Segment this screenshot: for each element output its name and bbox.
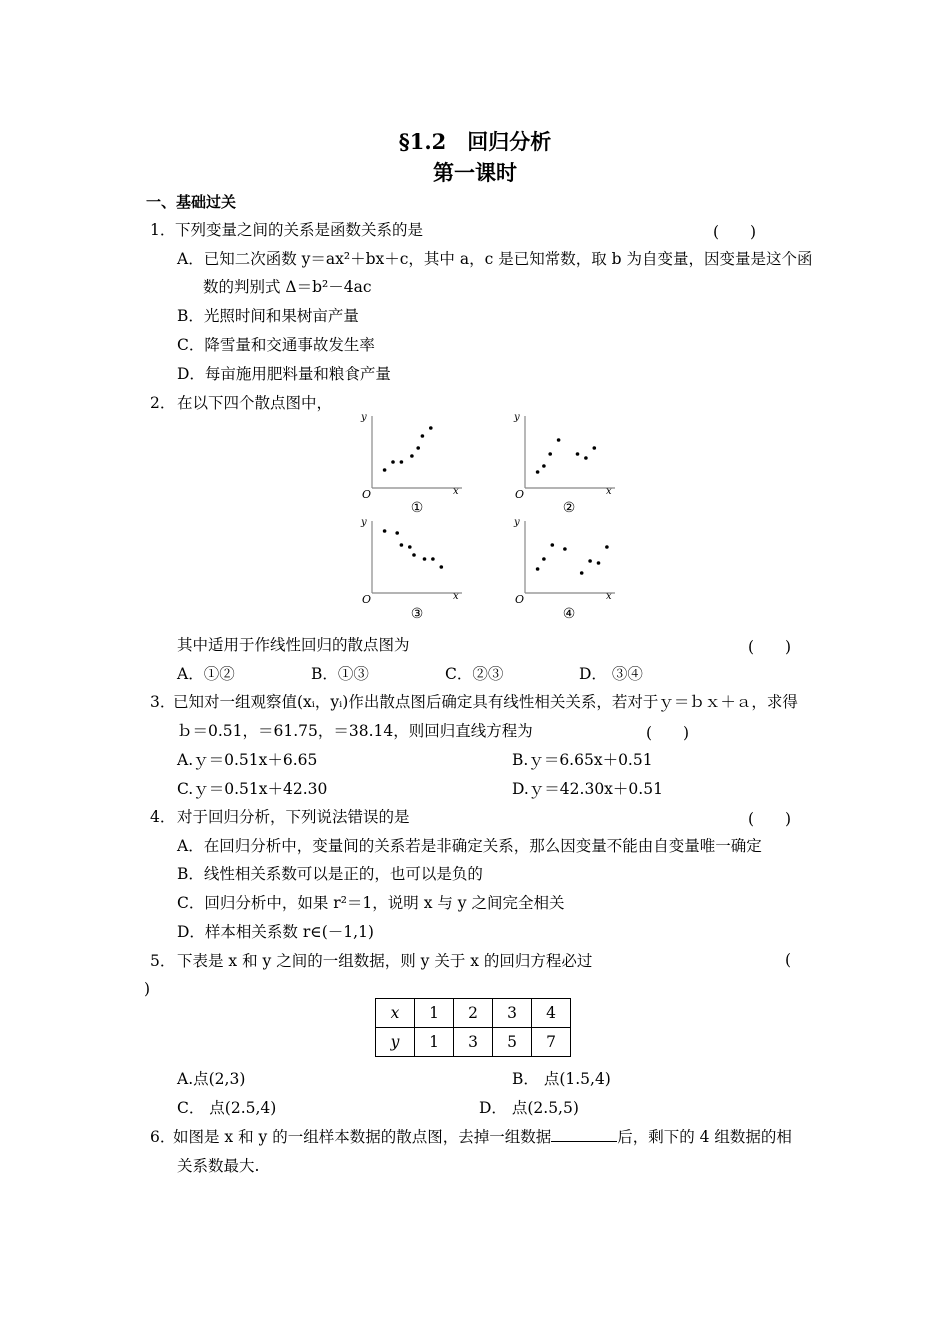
- y-axis-label: y: [361, 517, 367, 528]
- question-3-option-d: D.ｙ＝42.30x＋0.51: [512, 780, 663, 798]
- question-6-number: 6．: [150, 1128, 176, 1146]
- scatter-plot-4-caption: ④: [562, 606, 576, 622]
- question-5-paren-open: (: [785, 951, 792, 969]
- scatter-plot-2: [511, 410, 621, 500]
- question-4-answer-paren: ( ): [748, 810, 792, 828]
- x-axis-label: x: [453, 591, 459, 602]
- scatter-point: [542, 557, 546, 561]
- scatter-plot-2-caption: ②: [562, 500, 576, 516]
- question-3-option-c: C.ｙ＝0.51x＋42.30: [177, 780, 328, 798]
- x-axis-label: x: [453, 486, 459, 497]
- question-5-stem: 下表是 x 和 y 之间的一组数据，则 y 关于 x 的回归方程必过: [177, 952, 593, 970]
- scatter-point: [395, 531, 399, 535]
- origin-label: O: [362, 593, 372, 605]
- question-5-number: 5．: [150, 952, 176, 970]
- y-axis-label: y: [514, 517, 520, 528]
- scatter-plot-3-caption: ③: [410, 606, 424, 622]
- question-4-option-b: B．线性相关系数可以是正的，也可以是负的: [177, 865, 483, 883]
- question-6-line2: 关系数最大.: [177, 1157, 260, 1175]
- scatter-point: [383, 529, 387, 533]
- scatter-point: [383, 468, 387, 472]
- scatter-point: [536, 470, 540, 474]
- question-5-data-table: [375, 998, 571, 1057]
- table-row-x: [376, 999, 571, 1028]
- question-1-stem: 下列变量之间的关系是函数关系的是: [175, 221, 424, 239]
- scatter-point: [588, 559, 592, 563]
- question-2-option-c: C．②③: [445, 665, 504, 683]
- question-2-stem: 在以下四个散点图中，: [177, 394, 333, 412]
- question-3-line1: 已知对一组观察值(xᵢ，yᵢ)作出散点图后确定具有线性相关关系，若对于ｙ＝ｂｘ＋ａ，求得: [173, 693, 798, 711]
- scatter-point: [563, 547, 567, 551]
- scatter-plot-3: [358, 515, 468, 605]
- x-axis-label: x: [606, 591, 612, 602]
- scatter-plot-4: [511, 515, 621, 605]
- scatter-point: [391, 460, 395, 464]
- scatter-point: [440, 565, 444, 569]
- question-4-stem: 对于回归分析，下列说法错误的是: [177, 808, 410, 826]
- question-1-option-d: D．每亩施用肥料量和粮食产量: [177, 365, 391, 383]
- question-5-option-a: A.点(2,3): [177, 1070, 246, 1088]
- question-4-option-c: C．回归分析中，如果 r²＝1，说明 x 与 y 之间完全相关: [177, 894, 565, 912]
- question-6-line1-pre: 如图是 x 和 y 的一组样本数据的散点图，去掉一组数据: [173, 1128, 552, 1146]
- question-2-number: 2．: [150, 394, 176, 412]
- question-1-option-c: C．降雪量和交通事故发生率: [177, 336, 375, 354]
- scatter-point: [576, 452, 580, 456]
- scatter-point: [429, 426, 433, 430]
- scatter-point: [400, 460, 404, 464]
- question-6-line1-post: 后，剩下的 4 组数据的相: [617, 1128, 792, 1146]
- scatter-point: [421, 434, 425, 438]
- table-row-y: [376, 1028, 571, 1057]
- question-5-option-d: D． 点(2.5,5): [479, 1099, 579, 1117]
- table-cell: 3: [493, 999, 532, 1028]
- scatter-point: [536, 567, 540, 571]
- scatter-plot-1-caption: ①: [410, 500, 424, 516]
- y-axis-label: y: [514, 412, 520, 423]
- table-cell: 1: [415, 999, 454, 1028]
- section-heading: 一、基础过关: [146, 193, 237, 211]
- question-2-answer-paren: ( ): [748, 638, 792, 656]
- question-1-answer-paren: ( ): [713, 223, 757, 241]
- scatter-point: [557, 438, 561, 442]
- question-3-answer-paren: ( ): [646, 724, 690, 742]
- question-2-option-a: A．①②: [177, 665, 235, 683]
- scatter-point: [431, 557, 435, 561]
- question-1-number: 1．: [150, 221, 176, 239]
- x-axis-label: x: [606, 486, 612, 497]
- scatter-point: [400, 543, 404, 547]
- origin-label: O: [515, 593, 525, 605]
- table-cell: 1: [415, 1028, 454, 1057]
- table-cell: y: [376, 1028, 415, 1057]
- question-4-number: 4．: [150, 808, 176, 826]
- scatter-plot-1: [358, 410, 468, 500]
- question-1-option-b: B．光照时间和果树亩产量: [177, 307, 359, 325]
- question-3-option-b: B.ｙ＝6.65x＋0.51: [512, 751, 653, 769]
- question-4-option-d: D．样本相关系数 r∈(－1,1): [177, 923, 374, 941]
- question-3-option-a: A.ｙ＝0.51x＋6.65: [177, 751, 318, 769]
- question-5-paren-close: ): [144, 980, 151, 998]
- answer-blank[interactable]: [551, 1127, 617, 1142]
- scatter-point: [423, 557, 427, 561]
- table-cell: 3: [454, 1028, 493, 1057]
- question-1-option-a-line2: 数的判别式 Δ＝b²－4ac: [203, 278, 372, 296]
- question-5-option-b: B． 点(1.5,4): [512, 1070, 611, 1088]
- table-cell: x: [376, 999, 415, 1028]
- scatter-point: [580, 571, 584, 575]
- table-cell: 4: [532, 999, 571, 1028]
- origin-label: O: [362, 488, 372, 500]
- question-2-option-b: B．①③: [311, 665, 369, 683]
- scatter-point: [408, 545, 412, 549]
- question-3-line2: ｂ＝0.51，＝61.75，＝38.14，则回归直线方程为: [177, 722, 533, 740]
- scatter-point: [593, 446, 597, 450]
- scatter-point: [584, 456, 588, 460]
- question-1-option-a-line1: A．已知二次函数 y＝ax²＋bx＋c，其中 a，c 是已知常数，取 b 为自变量，因变量是这个函: [177, 250, 813, 268]
- table-cell: 7: [532, 1028, 571, 1057]
- question-6-line1: [173, 1127, 792, 1147]
- scatter-point: [410, 454, 414, 458]
- scatter-point: [548, 452, 552, 456]
- page-title: §1.2 回归分析: [398, 129, 552, 154]
- question-3-number: 3．: [150, 693, 176, 711]
- question-2-stem-2: 其中适用于作线性回归的散点图为: [177, 636, 410, 654]
- page-subtitle: 第一课时: [433, 160, 517, 185]
- question-5-option-c: C． 点(2.5,4): [177, 1099, 277, 1117]
- origin-label: O: [515, 488, 525, 500]
- scatter-point: [412, 553, 416, 557]
- scatter-point: [416, 446, 420, 450]
- scatter-point: [597, 561, 601, 565]
- table-cell: 2: [454, 999, 493, 1028]
- table-cell: 5: [493, 1028, 532, 1057]
- y-axis-label: y: [361, 412, 367, 423]
- scatter-point: [542, 464, 546, 468]
- question-4-option-a: A．在回归分析中，变量间的关系若是非确定关系，那么因变量不能由自变量唯一确定: [177, 837, 762, 855]
- scatter-point: [551, 543, 555, 547]
- question-2-option-d: D． ③④: [579, 665, 643, 683]
- scatter-point: [605, 545, 609, 549]
